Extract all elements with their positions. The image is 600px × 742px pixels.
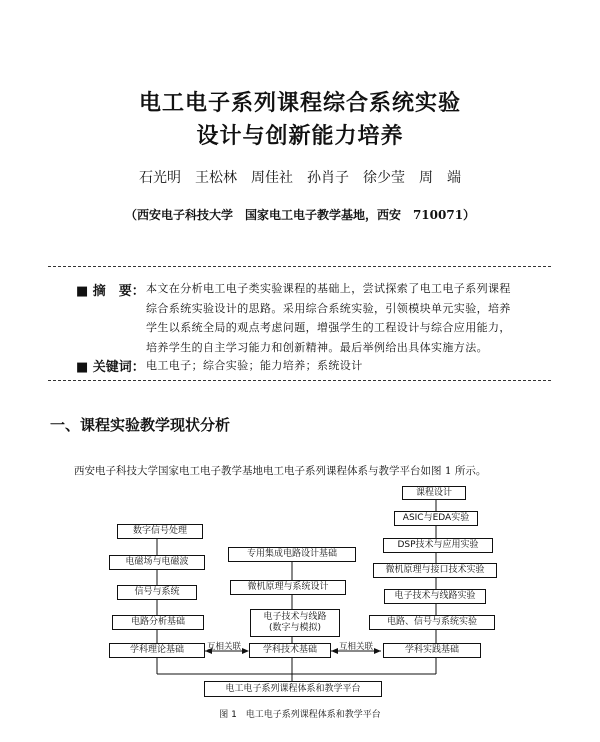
figure-caption: 图 1 电工电子系列课程体系和教学平台: [219, 710, 381, 720]
keywords-label: ■ 关键词：: [76, 360, 145, 375]
link-label-left: 互相关联: [207, 642, 242, 652]
box-asic-design: 专用集成电路设计基础: [228, 547, 356, 562]
affiliation: （西安电子科技大学 国家电工电子教学基地，西安 710071）: [124, 208, 476, 222]
box-microcomputer: 微机原理与系统设计: [230, 580, 346, 595]
abstract-line: 培养学生的自主学习能力和创新精神。最后举例给出具体实施方法。: [146, 340, 488, 354]
abstract-label: ■ 摘 要：: [76, 284, 145, 299]
section-heading: 一、课程实验教学现状分析: [50, 416, 231, 434]
box-dsp-lab: DSP技术与应用实验: [383, 538, 493, 553]
link-label-right: 互相关联: [339, 642, 374, 652]
paper-title-line1: 电工电子系列课程综合系统实验: [138, 91, 461, 116]
box-theory-foundation: 学科理论基础: [109, 643, 205, 658]
box-electronics: 电子技术与线路 (数字与模拟): [250, 609, 340, 637]
box-tech-foundation: 学科技术基础: [249, 643, 331, 658]
box-circuit-analysis: 电路分析基础: [112, 615, 204, 630]
box-electronics-lab: 电子技术与线路实验: [384, 589, 486, 604]
body-paragraph: 西安电子科技大学国家电工电子教学基地电工电子系列课程体系与教学平台如图 1 所示。: [74, 465, 487, 477]
abstract-line: 学生以系统全局的观点考虑问题，增强学生的工程设计与综合应用能力，: [146, 321, 511, 334]
paper-title-line2: 设计与创新能力培养: [196, 124, 404, 149]
box-circuit-signal-lab: 电路、信号与系统实验: [369, 615, 495, 630]
box-dsp: 数字信号处理: [117, 524, 203, 539]
authors: 石光明 王松林 周佳社 孙肖子 徐少莹 周 端: [139, 170, 461, 186]
abstract-line: 本文在分析电工电子类实验课程的基础上，尝试探索了电工电子系列课程: [146, 282, 511, 295]
box-course-design: 课程设计: [402, 486, 466, 500]
keywords: 电工电子；综合实验；能力培养；系统设计: [146, 359, 363, 372]
box-platform: 电工电子系列课程体系和教学平台: [204, 681, 382, 697]
abstract-line: 综合系统实验设计的思路。采用综合系统实验，引领模块单元实验，培养: [146, 301, 511, 315]
box-practice-foundation: 学科实践基础: [383, 643, 481, 658]
box-signals: 信号与系统: [117, 585, 197, 600]
box-asic-eda-lab: ASIC与EDA实验: [394, 511, 478, 526]
box-em-field: 电磁场与电磁波: [109, 555, 205, 570]
box-microcomputer-lab: 微机原理与接口技术实验: [373, 563, 497, 578]
